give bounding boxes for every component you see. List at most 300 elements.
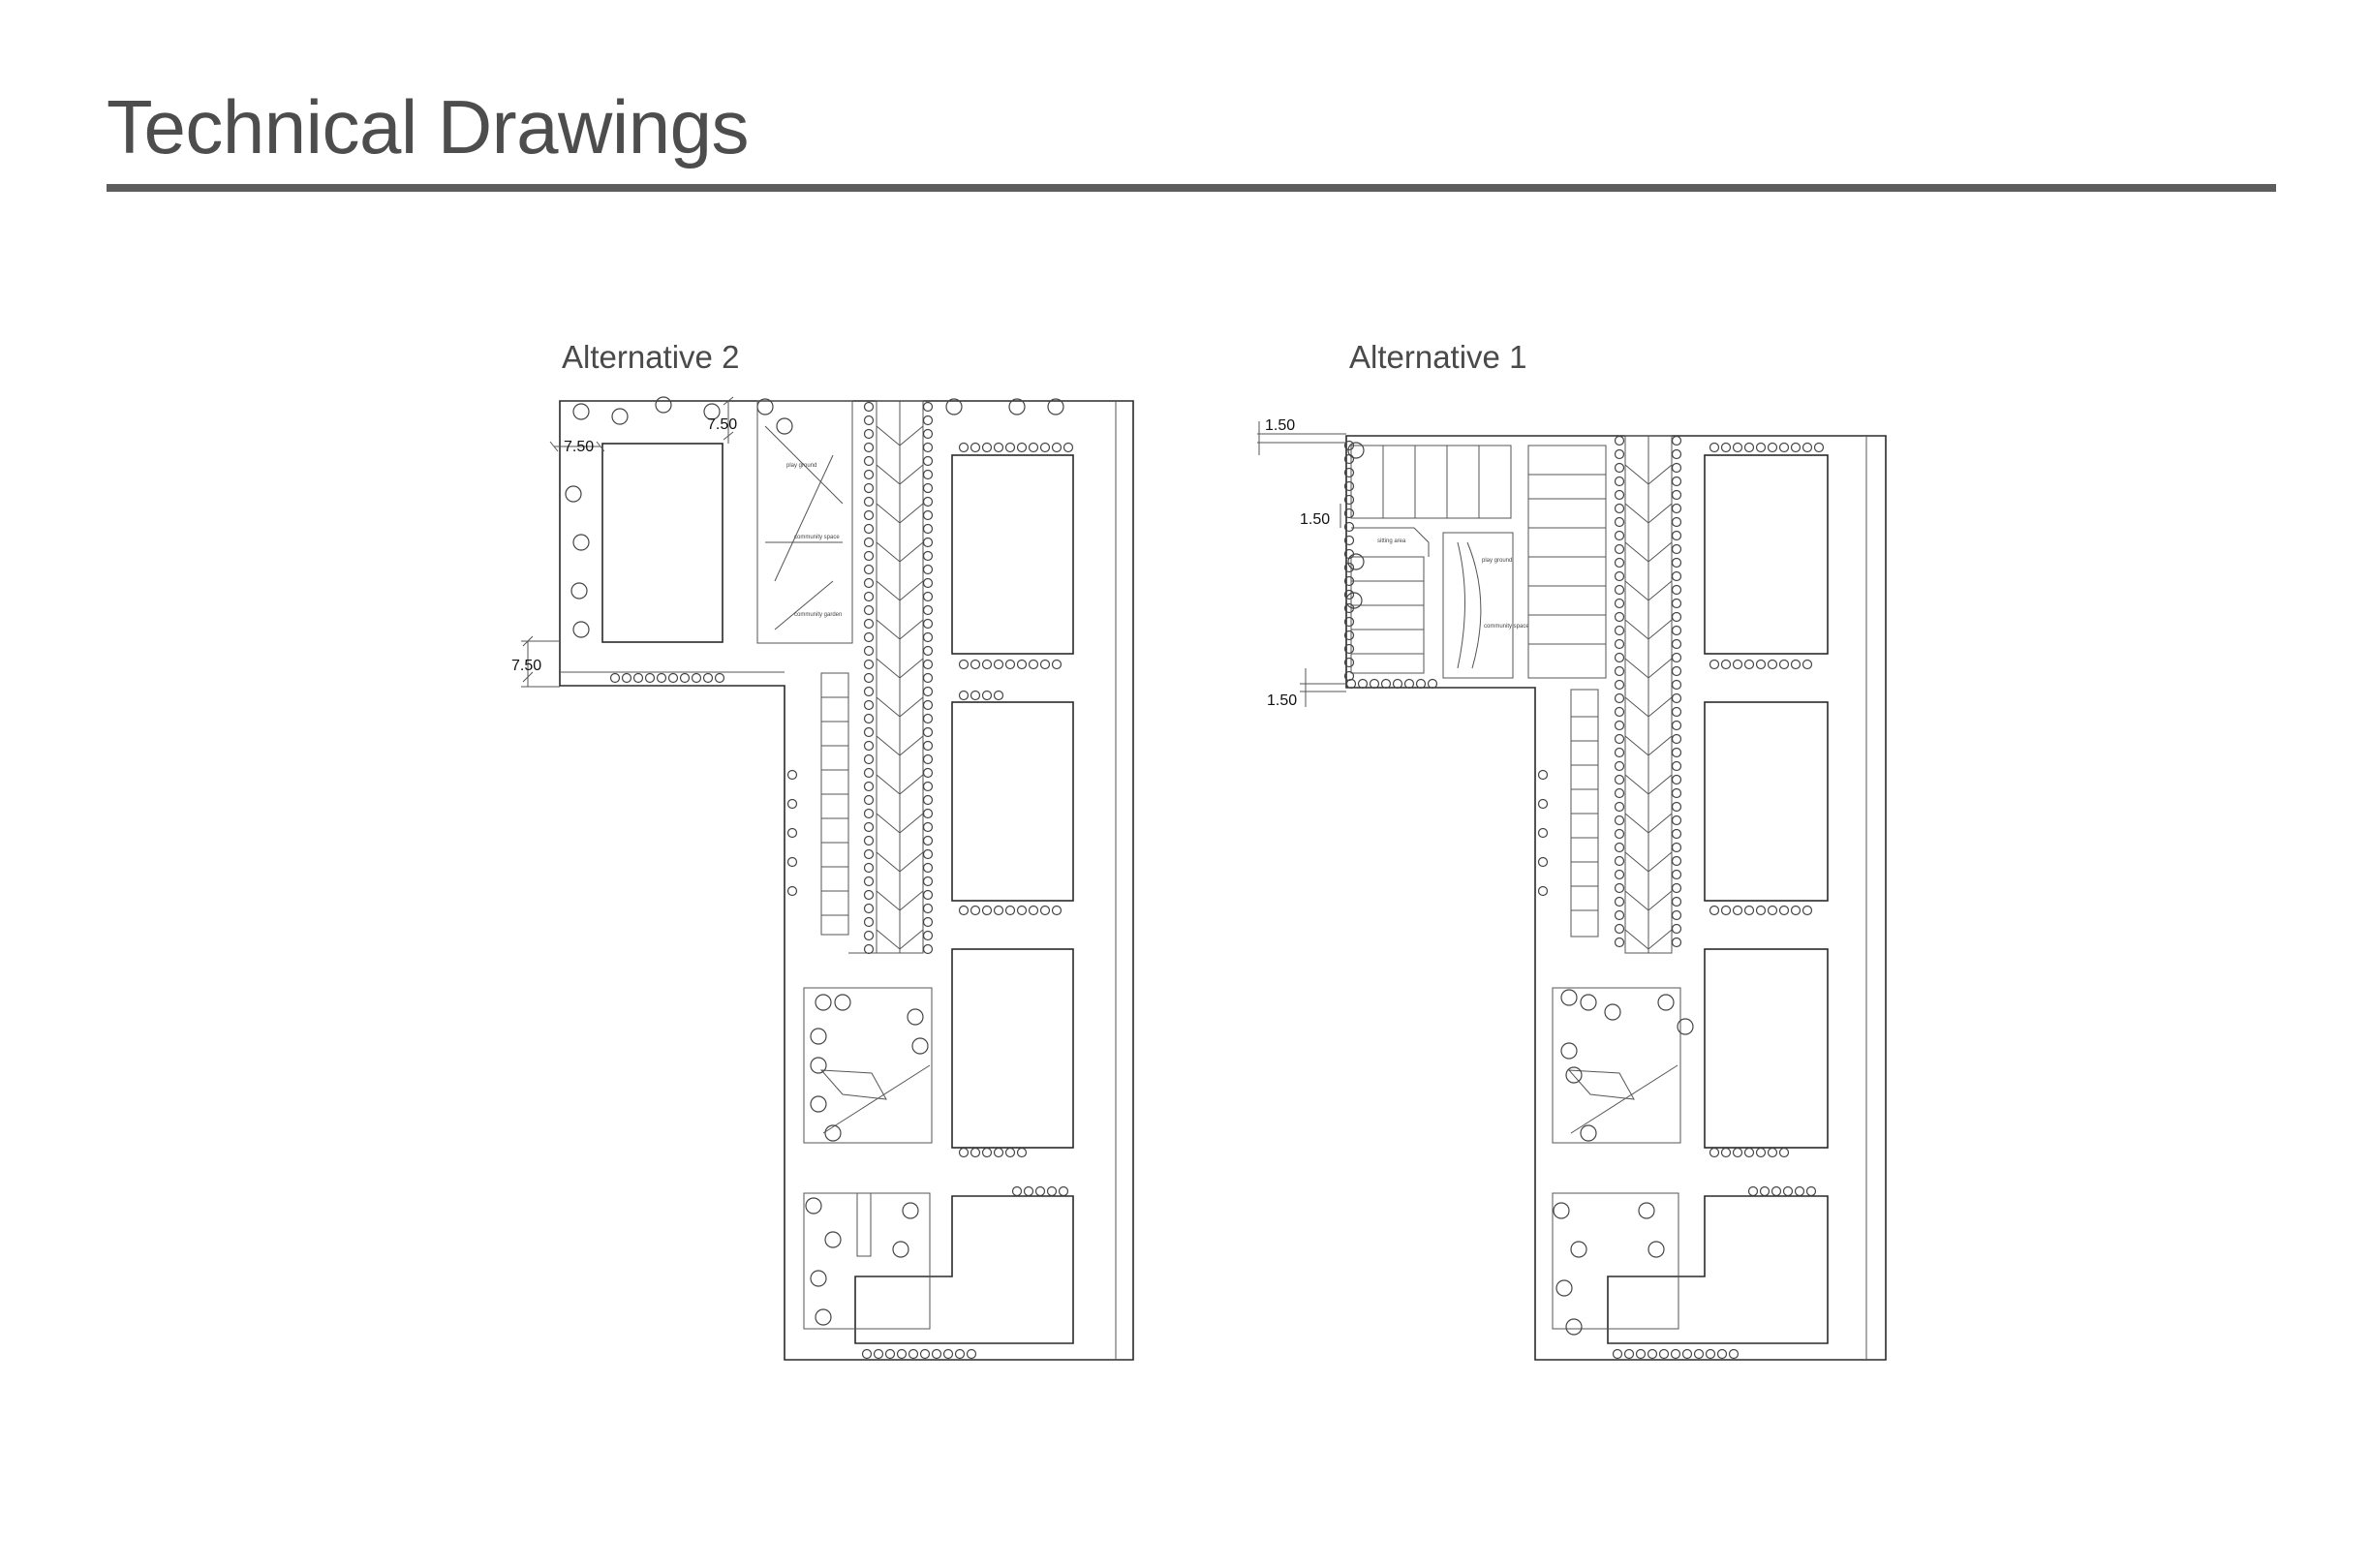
tree-symbol (573, 535, 589, 550)
tree-symbol (912, 1038, 928, 1054)
tree-symbol (1616, 572, 1624, 581)
tree-symbol (681, 674, 690, 683)
alt2-dim-left-offset: 7.50 (564, 439, 595, 455)
tree-symbol (865, 755, 874, 764)
tree-symbol (865, 457, 874, 466)
tree-symbol (1616, 464, 1624, 473)
tree-symbol (865, 796, 874, 805)
tree-symbol (1616, 586, 1624, 595)
tree-symbol (658, 674, 666, 683)
tree-symbol (971, 661, 980, 669)
tree-symbol (865, 742, 874, 751)
tree-symbol (1616, 925, 1624, 934)
tree-symbol (960, 907, 969, 915)
tree-symbol (924, 742, 933, 751)
tree-symbol (1616, 518, 1624, 527)
tree-symbol (924, 701, 933, 710)
tree-symbol (1370, 680, 1379, 689)
tree-symbol (1616, 450, 1624, 459)
alt1-dim-bottom-offset: 1.50 (1267, 692, 1298, 709)
tree-symbol (960, 692, 969, 700)
tree-symbol (924, 877, 933, 886)
tree-symbol (983, 907, 992, 915)
tree-symbol (1673, 613, 1681, 622)
tree-symbol (1616, 640, 1624, 649)
tree-symbol (1616, 532, 1624, 540)
tree-symbol (924, 728, 933, 737)
alt1-annotation-playground: play ground (1482, 558, 1513, 564)
tree-symbol (1648, 1350, 1657, 1359)
tree-symbol (811, 1058, 826, 1073)
tree-symbol (1734, 444, 1742, 452)
tree-symbol (1018, 907, 1027, 915)
tree-symbol (1605, 1004, 1620, 1020)
tree-symbol (1673, 857, 1681, 866)
tree-symbol (1673, 505, 1681, 513)
tree-symbol (924, 471, 933, 479)
tree-symbol (1616, 681, 1624, 690)
tree-symbol (1673, 491, 1681, 500)
tree-symbol (1722, 907, 1731, 915)
alt2-dim-top-offset: 7.50 (707, 416, 738, 433)
tree-symbol (995, 444, 1003, 452)
tree-symbol (1394, 680, 1402, 689)
tree-symbol (1673, 477, 1681, 486)
tree-symbol (669, 674, 678, 683)
tree-symbol (1053, 444, 1062, 452)
tree-symbol (924, 932, 933, 940)
tree-symbol (865, 823, 874, 832)
tree-symbol (788, 829, 797, 838)
tree-symbol (1678, 1019, 1693, 1034)
tree-symbol (1784, 1187, 1793, 1196)
tree-symbol (1673, 667, 1681, 676)
tree-symbol (811, 1029, 826, 1044)
alt2-annotation-playground: play ground (786, 463, 817, 469)
tree-symbol (1616, 762, 1624, 771)
tree-symbol (1673, 532, 1681, 540)
tree-symbol (865, 579, 874, 588)
tree-symbol (1673, 681, 1681, 690)
tree-symbol (1616, 505, 1624, 513)
tree-symbol (1036, 1187, 1045, 1196)
tree-symbol (960, 444, 969, 452)
tree-symbol (1673, 844, 1681, 852)
alt1-annotation-community-space: community space (1484, 624, 1529, 630)
alt2-dimensions (511, 397, 737, 687)
tree-symbol (1673, 450, 1681, 459)
alt2-annotation-community-space: community space (794, 535, 840, 540)
tree-symbol (1757, 444, 1766, 452)
tree-symbol (1745, 661, 1754, 669)
tree-symbol (1673, 722, 1681, 730)
tree-symbol (924, 647, 933, 656)
tree-symbol (1030, 907, 1038, 915)
tree-symbol (656, 397, 671, 413)
tree-symbol (1417, 680, 1426, 689)
tree-symbol (1405, 680, 1414, 689)
tree-symbol (924, 403, 933, 412)
tree-symbol (1673, 600, 1681, 608)
tree-symbol (865, 403, 874, 412)
tree-symbol (1673, 640, 1681, 649)
tree-symbol (1780, 444, 1789, 452)
tree-symbol (1616, 844, 1624, 852)
tree-symbol (924, 661, 933, 669)
tree-symbol (924, 579, 933, 588)
tree-symbol (924, 918, 933, 927)
tree-symbol (924, 525, 933, 534)
tree-symbol (788, 887, 797, 896)
tree-symbol (983, 661, 992, 669)
tree-symbol (924, 755, 933, 764)
tree-symbol (865, 715, 874, 723)
tree-symbol (1792, 444, 1801, 452)
tree-symbol (924, 566, 933, 574)
tree-symbol (960, 661, 969, 669)
tree-symbol (1348, 443, 1364, 458)
tree-symbol (1616, 871, 1624, 879)
tree-symbol (865, 430, 874, 439)
tree-symbol (716, 674, 724, 683)
tree-symbol (1554, 1203, 1569, 1218)
tree-symbol (1803, 907, 1812, 915)
tree-symbol (865, 877, 874, 886)
tree-symbol (1673, 464, 1681, 473)
tree-symbol (924, 891, 933, 900)
tree-symbol (788, 771, 797, 780)
tree-symbol (865, 525, 874, 534)
tree-symbol (1539, 800, 1548, 809)
tree-symbol (924, 769, 933, 778)
tree-symbol (1673, 898, 1681, 907)
tree-symbol (865, 552, 874, 561)
tree-symbol (983, 1149, 992, 1157)
tree-symbol (1539, 771, 1548, 780)
tree-symbol (825, 1125, 841, 1141)
tree-symbol (1722, 1149, 1731, 1157)
tree-symbol (1616, 938, 1624, 947)
tree-symbol (924, 850, 933, 859)
tree-symbol (995, 692, 1003, 700)
tree-symbol (924, 783, 933, 791)
tree-symbol (1761, 1187, 1770, 1196)
tree-symbol (1673, 694, 1681, 703)
tree-symbol (1673, 572, 1681, 581)
tree-symbol (1030, 444, 1038, 452)
tree-symbol (1616, 776, 1624, 784)
tree-symbol (960, 1149, 969, 1157)
tree-symbol (1616, 667, 1624, 676)
tree-symbol (924, 905, 933, 913)
tree-symbol (1030, 661, 1038, 669)
tree-symbol (1018, 1149, 1027, 1157)
tree-symbol (1625, 1350, 1634, 1359)
tree-symbol (1639, 1203, 1654, 1218)
tree-symbol (1769, 1149, 1777, 1157)
tree-symbol (924, 498, 933, 507)
tree-symbol (693, 674, 701, 683)
tree-symbol (1539, 858, 1548, 867)
trees (566, 397, 1824, 1359)
tree-symbol (863, 1350, 872, 1359)
tree-symbol (1780, 907, 1789, 915)
tree-symbol (865, 769, 874, 778)
tree-symbol (1673, 789, 1681, 798)
tree-symbol (1710, 661, 1719, 669)
tree-symbol (825, 1232, 841, 1247)
tree-symbol (924, 430, 933, 439)
tree-symbol (1792, 907, 1801, 915)
alt1-dimensions (1257, 417, 1346, 709)
tree-symbol (924, 552, 933, 561)
tree-symbol (1673, 586, 1681, 595)
tree-symbol (1041, 444, 1050, 452)
tree-symbol (865, 606, 874, 615)
tree-symbol (1673, 816, 1681, 825)
tree-symbol (1429, 680, 1437, 689)
tree-symbol (1673, 925, 1681, 934)
tree-symbol (1382, 680, 1391, 689)
tree-symbol (921, 1350, 930, 1359)
tree-symbol (865, 891, 874, 900)
tree-symbol (1660, 1350, 1669, 1359)
tree-symbol (634, 674, 643, 683)
tree-symbol (968, 1350, 976, 1359)
tree-symbol (1673, 559, 1681, 568)
tree-symbol (1571, 1242, 1586, 1257)
tree-symbol (704, 674, 713, 683)
tree-symbol (1348, 554, 1364, 569)
tree-symbol (1710, 907, 1719, 915)
tree-symbol (865, 620, 874, 629)
tree-symbol (865, 850, 874, 859)
tree-symbol (865, 416, 874, 425)
tree-symbol (865, 701, 874, 710)
tree-symbol (865, 932, 874, 940)
tree-symbol (1041, 661, 1050, 669)
tree-symbol (924, 511, 933, 520)
tree-symbol (924, 674, 933, 683)
tree-symbol (865, 511, 874, 520)
tree-symbol (806, 1198, 821, 1214)
tree-symbol (1722, 661, 1731, 669)
tree-symbol (1807, 1187, 1816, 1196)
tree-symbol (1769, 907, 1777, 915)
tree-symbol (1749, 1187, 1758, 1196)
tree-symbol (1673, 776, 1681, 784)
tree-symbol (1006, 1149, 1015, 1157)
tree-symbol (1561, 1043, 1577, 1059)
tree-symbol (811, 1096, 826, 1112)
tree-symbol (1616, 749, 1624, 757)
tree-symbol (1006, 444, 1015, 452)
tree-symbol (835, 995, 850, 1010)
tree-symbol (566, 486, 581, 502)
tree-symbol (1616, 654, 1624, 662)
tree-symbol (1616, 803, 1624, 812)
tree-symbol (898, 1350, 907, 1359)
tree-symbol (1745, 907, 1754, 915)
tree-symbol (865, 810, 874, 818)
tree-symbol (788, 800, 797, 809)
tree-symbol (1616, 491, 1624, 500)
tree-symbol (924, 837, 933, 845)
tree-symbol (924, 484, 933, 493)
tree-symbol (1053, 661, 1062, 669)
tree-symbol (1672, 1350, 1680, 1359)
alt1-annotation-sitting-area: sitting area (1377, 538, 1406, 544)
tree-symbol (1616, 898, 1624, 907)
tree-symbol (1757, 661, 1766, 669)
tree-symbol (971, 692, 980, 700)
tree-symbol (1780, 661, 1789, 669)
tree-symbol (1614, 1350, 1622, 1359)
alt2-dim-bottom-offset: 7.50 (511, 658, 542, 674)
tree-symbol (1730, 1350, 1739, 1359)
alt1-dim-top-offset: 1.50 (1265, 417, 1296, 434)
tree-symbol (865, 728, 874, 737)
alternative-2-plan (560, 401, 1133, 1360)
tree-symbol (1616, 830, 1624, 839)
tree-symbol (924, 538, 933, 547)
tree-symbol (1616, 722, 1624, 730)
tree-symbol (995, 907, 1003, 915)
tree-symbol (956, 1350, 965, 1359)
tree-symbol (1018, 661, 1027, 669)
tree-symbol (1815, 444, 1824, 452)
tree-symbol (865, 945, 874, 954)
tree-symbol (924, 444, 933, 452)
tree-symbol (1616, 884, 1624, 893)
tree-symbol (924, 823, 933, 832)
tree-symbol (1769, 661, 1777, 669)
tree-symbol (865, 661, 874, 669)
tree-symbol (1757, 907, 1766, 915)
tree-symbol (865, 633, 874, 642)
tree-symbol (623, 674, 631, 683)
tree-symbol (924, 810, 933, 818)
tree-symbol (1616, 545, 1624, 554)
tree-symbol (1673, 884, 1681, 893)
tree-symbol (924, 945, 933, 954)
tree-symbol (1658, 995, 1674, 1010)
tree-symbol (924, 593, 933, 601)
tree-symbol (924, 606, 933, 615)
tree-symbol (1616, 437, 1624, 446)
tree-symbol (612, 409, 628, 424)
tree-symbol (1616, 708, 1624, 717)
tree-symbol (1673, 654, 1681, 662)
tree-symbol (1018, 444, 1027, 452)
tree-symbol (865, 593, 874, 601)
alt2-annotation-community-garden: community garden (794, 612, 843, 618)
tree-symbol (1041, 907, 1050, 915)
page-title: Technical Drawings (107, 84, 749, 169)
tree-symbol (1053, 907, 1062, 915)
tree-symbol (909, 1350, 918, 1359)
tree-symbol (646, 674, 655, 683)
tree-symbol (1769, 444, 1777, 452)
tree-symbol (1013, 1187, 1022, 1196)
tree-symbol (924, 416, 933, 425)
tree-symbol (1048, 1187, 1057, 1196)
tree-symbol (1745, 1149, 1754, 1157)
tree-symbol (1616, 627, 1624, 635)
tree-symbol (811, 1271, 826, 1286)
tree-symbol (1616, 600, 1624, 608)
tree-symbol (611, 674, 620, 683)
tree-symbol (903, 1203, 918, 1218)
tree-symbol (865, 484, 874, 493)
tree-symbol (1581, 995, 1596, 1010)
tree-symbol (865, 918, 874, 927)
tree-symbol (1803, 444, 1812, 452)
tree-symbol (924, 633, 933, 642)
tree-symbol (924, 715, 933, 723)
tree-symbol (908, 1009, 923, 1025)
tree-symbol (1707, 1350, 1715, 1359)
alternative-2-label: Alternative 2 (562, 339, 740, 375)
tree-symbol (1710, 1149, 1719, 1157)
tree-symbol (1006, 907, 1015, 915)
tree-symbol (893, 1242, 908, 1257)
tree-symbol (1734, 661, 1742, 669)
tree-symbol (865, 837, 874, 845)
tree-symbol (816, 995, 831, 1010)
tree-symbol (1673, 545, 1681, 554)
tree-symbol (1616, 789, 1624, 798)
tree-symbol (1695, 1350, 1704, 1359)
tree-symbol (865, 498, 874, 507)
tree-symbol (1648, 1242, 1664, 1257)
tree-symbol (1616, 559, 1624, 568)
tree-symbol (1745, 444, 1754, 452)
tree-symbol (865, 674, 874, 683)
tree-symbol (1673, 437, 1681, 446)
tree-symbol (865, 864, 874, 873)
tree-symbol (924, 796, 933, 805)
tree-symbol (1673, 762, 1681, 771)
tree-symbol (983, 692, 992, 700)
tree-symbol (1025, 1187, 1033, 1196)
tree-symbol (1673, 938, 1681, 947)
tree-symbol (971, 907, 980, 915)
tree-symbol (1792, 661, 1801, 669)
tree-symbol (1539, 887, 1548, 896)
tree-symbol (1710, 444, 1719, 452)
tree-symbol (924, 457, 933, 466)
tree-symbol (971, 444, 980, 452)
tree-symbol (865, 905, 874, 913)
tree-symbol (924, 864, 933, 873)
tree-symbol (1772, 1187, 1781, 1196)
tree-symbol (865, 538, 874, 547)
tree-symbol (983, 444, 992, 452)
tree-symbol (1616, 816, 1624, 825)
tree-symbol (1616, 857, 1624, 866)
alt1-dim-left-offset: 1.50 (1300, 511, 1331, 528)
tree-symbol (995, 661, 1003, 669)
tree-symbol (1734, 1149, 1742, 1157)
tree-symbol (1616, 477, 1624, 486)
tree-symbol (865, 647, 874, 656)
tree-symbol (1734, 907, 1742, 915)
tree-symbol (816, 1309, 831, 1325)
tree-symbol (1673, 627, 1681, 635)
tree-symbol (1673, 749, 1681, 757)
tree-symbol (1757, 1149, 1766, 1157)
